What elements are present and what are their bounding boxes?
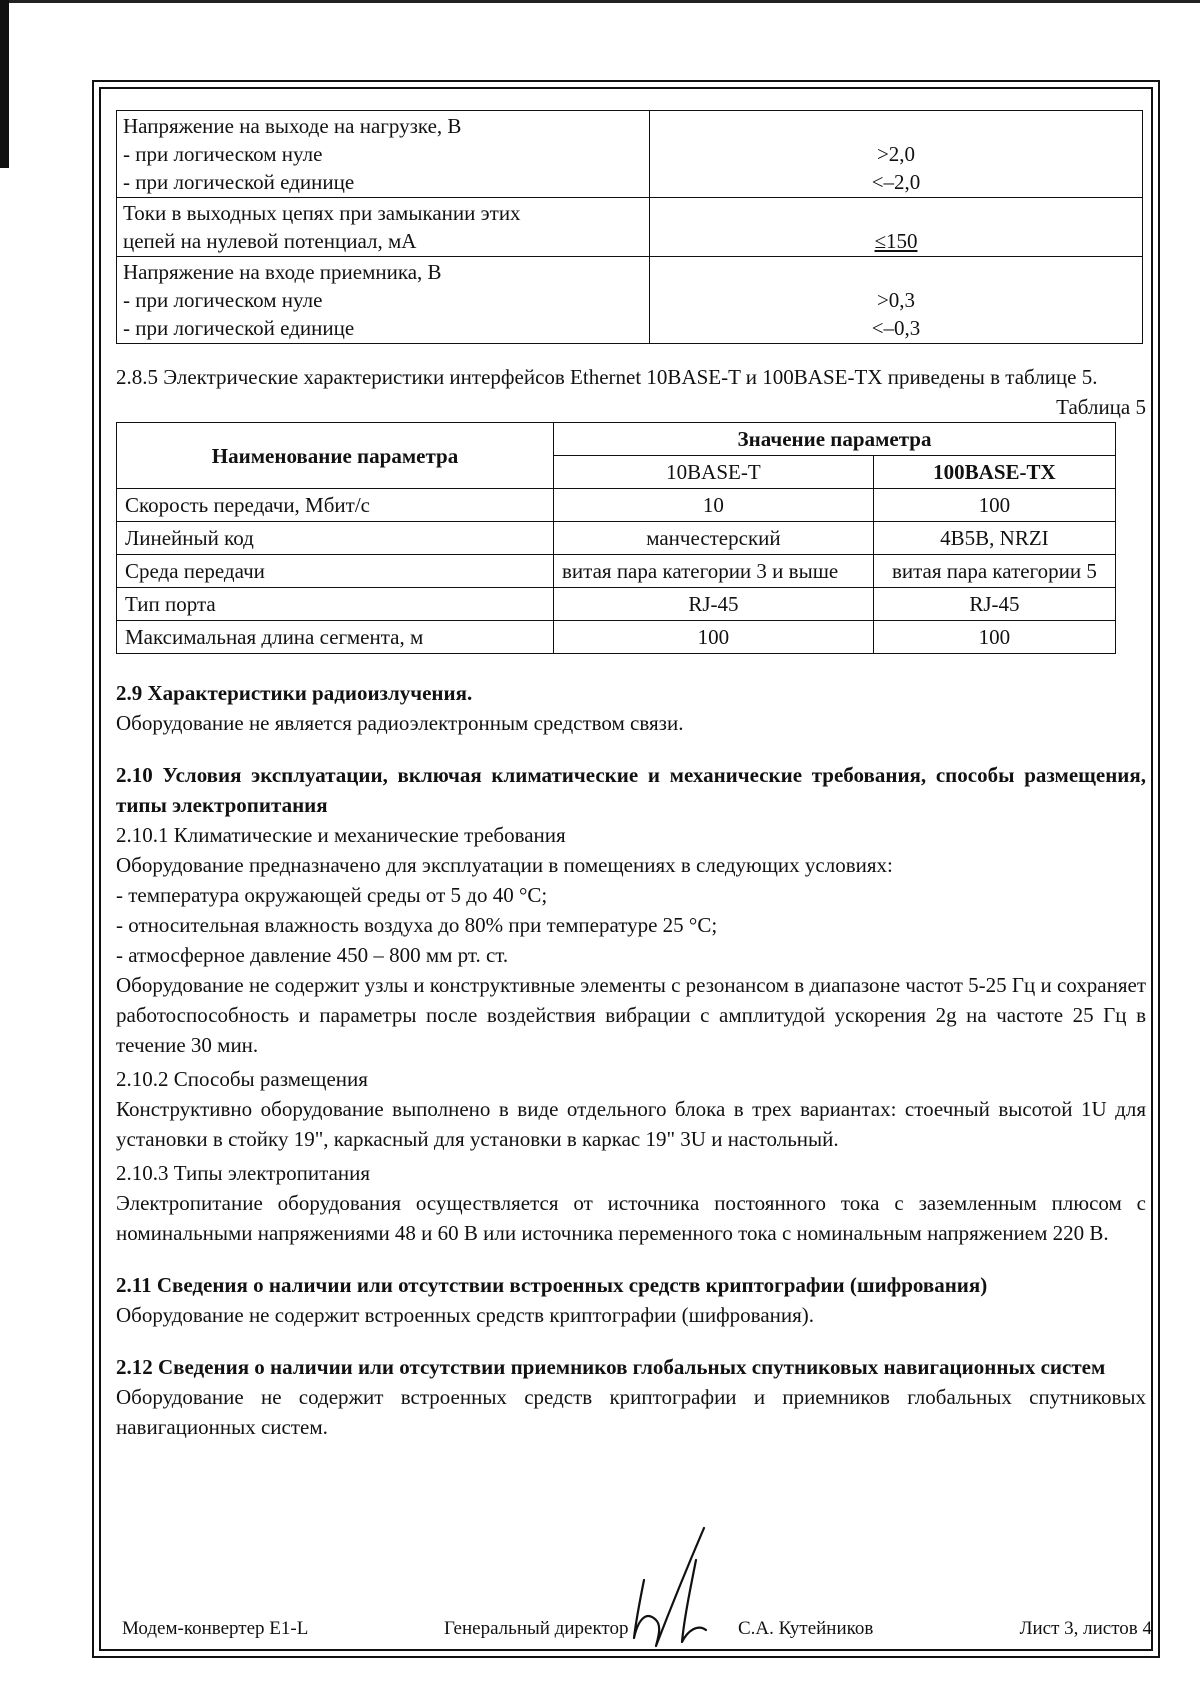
section-2-10-1-title: 2.10.1 Климатические и механические требования: [116, 823, 566, 847]
param-line: - при логическом нуле: [123, 142, 323, 166]
row-name: Среда передачи: [117, 555, 554, 588]
value-line: >0,3: [876, 288, 916, 312]
param-line: Токи в выходных цепях при замыкании этих: [123, 201, 521, 225]
scan-edge-top: [0, 0, 1200, 3]
header-param-value: Значение параметра: [554, 423, 1116, 456]
value-line: <–0,3: [871, 316, 921, 340]
table-row: [117, 111, 1143, 198]
table-row: [117, 621, 1116, 654]
row-value-a: манчестерский: [554, 522, 874, 555]
table-row: [117, 257, 1143, 344]
page-footer: [122, 1614, 1152, 1644]
row-value-a: RJ-45: [554, 588, 874, 621]
row-name: Скорость передачи, Мбит/с: [117, 489, 554, 522]
row-value-a: 10: [554, 489, 874, 522]
section-2-9-text: Оборудование не является радиоэлектронным средством связи.: [116, 711, 684, 735]
top-params-table: [116, 110, 1143, 344]
value-cell: [650, 257, 1143, 344]
row-name: Линейный код: [117, 522, 554, 555]
scan-edge-left: [0, 0, 9, 168]
section-2-9-heading: 2.9 Характеристики радиоизлучения.: [116, 681, 473, 705]
value-cell: [650, 111, 1143, 198]
param-cell: [117, 111, 650, 198]
param-line: - при логической единице: [123, 316, 355, 340]
placement-text: Конструктивно оборудование выполнено в виде отдельного блока в трех вариантах: стоечный высотой 1U для установки в стойку 19", каркасный для установки в каркас 19" 3U и настольный.: [116, 1097, 1146, 1151]
value-line: <–2,0: [871, 170, 921, 194]
value-line: >2,0: [876, 142, 916, 166]
row-name: Тип порта: [117, 588, 554, 621]
row-value-a: витая пара категории 3 и выше: [554, 555, 874, 588]
table-row: [117, 555, 1116, 588]
row-value-a: 100: [554, 621, 874, 654]
section-2-8-5-text: 2.8.5 Электрические характеристики интерфейсов Ethernet 10BASE-T и 100BASE-TX приведены в таблице 5.: [116, 365, 1098, 389]
table-row: [117, 522, 1116, 555]
param-line: цепей на нулевой потенциал, мА: [123, 229, 417, 253]
param-line: Напряжение на входе приемника, В: [123, 260, 442, 284]
table-header-row: [117, 423, 1116, 456]
value-cell: [650, 198, 1143, 257]
row-value-b: витая пара категории 5: [873, 555, 1115, 588]
row-value-b: 100: [873, 489, 1115, 522]
condition-item: - температура окружающей среды от 5 до 40 °С;: [116, 883, 548, 907]
row-value-b: 4B5B, NRZI: [873, 522, 1115, 555]
power-text: Электропитание оборудования осуществляется от источника постоянного тока с заземленным плюсом с номинальными напряжениями 48 и 60 В или источника переменного тока с номинальным напряжением 220 В.: [116, 1191, 1146, 1245]
section-2-11-text: Оборудование не содержит встроенных средств криптографии (шифрования).: [116, 1303, 815, 1327]
vibration-text: Оборудование не содержит узлы и конструктивные элементы с резонансом в диапазоне частот 5-25 Гц и сохраняет работоспособность и параметры после воздействия вибрации с амплитудой ускорения 2g на частоте 25 Гц в течение 30 мин.: [116, 973, 1146, 1057]
param-line: Напряжение на выходе на нагрузке, В: [123, 114, 462, 138]
section-2-11-heading: 2.11 Сведения о наличии или отсутствии встроенных средств криптографии (шифрования): [116, 1273, 988, 1297]
header-10base-t: 10BASE-T: [554, 456, 874, 489]
section-2-10-3-title: 2.10.3 Типы электропитания: [116, 1161, 371, 1185]
header-100base-tx: 100BASE-TX: [873, 456, 1115, 489]
section-2-10-heading: 2.10 Условия эксплуатации, включая климатические и механические требования, способы размещения, типы электропитания: [116, 763, 1146, 817]
row-value-b: 100: [873, 621, 1115, 654]
footer-role: Генеральный директор: [444, 1618, 629, 1639]
section-2-12-text: Оборудование не содержит встроенных средств криптографии и приемников глобальных спутниковых навигационных систем.: [116, 1385, 1146, 1439]
section-2-10-2-title: 2.10.2 Способы размещения: [116, 1067, 368, 1091]
table-caption: Таблица 5: [1056, 395, 1146, 419]
header-param-name: Наименование параметра: [117, 423, 554, 489]
footer-sheet-number: Лист 3, листов 4: [1019, 1618, 1152, 1639]
table-row: [117, 588, 1116, 621]
param-cell: [117, 257, 650, 344]
table-row: [117, 489, 1116, 522]
param-line: - при логическом нуле: [123, 288, 323, 312]
footer-model: Модем-конвертер Е1-L: [122, 1618, 309, 1639]
document-body: [116, 110, 1146, 1442]
footer-signatory: С.А. Кутейников: [738, 1618, 874, 1639]
row-name: Максимальная длина сегмента, м: [117, 621, 554, 654]
param-line: - при логической единице: [123, 170, 355, 194]
table-row: [117, 198, 1143, 257]
value-line: ≤150: [874, 229, 918, 253]
param-cell: [117, 198, 650, 257]
condition-item: - атмосферное давление 450 – 800 мм рт. ст.: [116, 943, 509, 967]
condition-item: - относительная влажность воздуха до 80% при температуре 25 °С;: [116, 913, 718, 937]
section-2-10-1-intro: Оборудование предназначено для эксплуатации в помещениях в следующих условиях:: [116, 853, 893, 877]
section-2-12-heading: 2.12 Сведения о наличии или отсутствии приемников глобальных спутниковых навигационных систем: [116, 1355, 1106, 1379]
table-5: [116, 422, 1116, 654]
row-value-b: RJ-45: [873, 588, 1115, 621]
